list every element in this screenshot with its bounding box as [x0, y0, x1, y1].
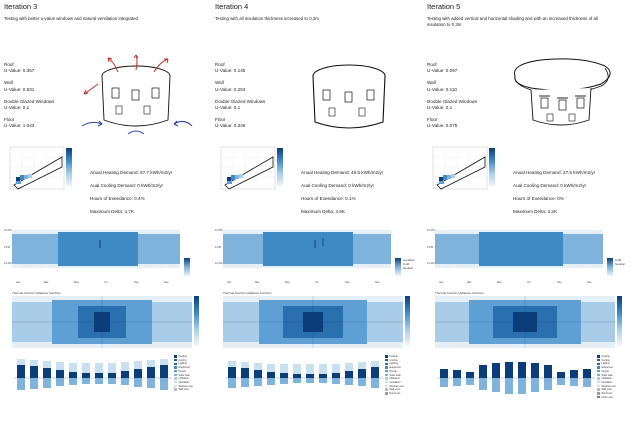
heatmap-legend: [607, 258, 613, 276]
time-label-6pm: 6 PM: [427, 246, 434, 249]
heatmap-legend: [395, 258, 401, 276]
floor-uvalue: U-Value: 0.075: [427, 123, 458, 129]
time-label-12pm: 12 PM: [4, 229, 12, 232]
month-jul: Jul: [104, 281, 108, 284]
time-label-12pm: 12 PM: [427, 229, 435, 232]
windows-label: Double Glazed Windows: [4, 98, 55, 104]
legend-solar-gain: Solar Gain: [597, 374, 631, 378]
legend-people: People: [597, 370, 631, 374]
legend-people: People: [174, 370, 208, 374]
psychrometric-colorbar: [489, 148, 495, 186]
legend-ventilation: Ventilation: [174, 381, 208, 385]
legend-solar-gain: Solar Gain: [174, 374, 208, 378]
month-jul: Jul: [527, 281, 531, 284]
month-nov: Nov: [587, 281, 592, 284]
legend-equipment: Equipment: [174, 366, 208, 370]
adaptive-comfort-heatmap: [12, 296, 192, 348]
legend-ventilation: Ventilation: [385, 381, 419, 385]
building-sketch-ventilation: [78, 54, 196, 138]
month-jan: Jan: [439, 281, 444, 284]
month-nov: Nov: [375, 281, 380, 284]
legend-floor-loss: Floor Loss: [597, 396, 631, 400]
legend-lighting: Lighting: [174, 362, 208, 366]
cooling-demand: Aual Cooling Demand: 0 kWh/m2/yr: [513, 183, 587, 188]
psychrometric-colorbar: [277, 148, 283, 186]
roof-uvalue: U-Value: 0.097: [427, 68, 458, 74]
windows-label: Double Glazed Windows: [427, 98, 478, 104]
energy-legend: [385, 355, 419, 396]
month-mar: Mar: [467, 281, 472, 284]
cooling-demand: Aual Cooling Demand: 0 kWh/m2/yr: [90, 183, 164, 188]
monthly-energy-balance-chart: [14, 355, 172, 401]
energy-legend: [174, 355, 208, 392]
iteration-title: Iteration 4: [215, 2, 249, 11]
legend-heating: Heating: [597, 355, 631, 359]
iteration-4-panel: [215, 0, 420, 422]
legend-window-loss: Window Loss: [174, 385, 208, 389]
performance-stats: [90, 170, 210, 222]
iteration-3-panel: [4, 0, 209, 422]
thermal-comfort-title: Thermal Comfort (Adaptive Comfort): [12, 291, 61, 295]
roof-uvalue: U-Value: 0.145: [215, 68, 246, 74]
hourly-temperature-heatmap: [435, 226, 603, 278]
floor-label: Floor: [4, 117, 15, 123]
legend-lighting: Lighting: [597, 362, 631, 366]
time-label-12pm: 12 PM: [215, 229, 223, 232]
windows-uvalue: U-Value: 0.1: [215, 105, 241, 111]
wall-uvalue: U-Value: 0.631: [4, 86, 35, 92]
floor-label: Floor: [427, 117, 438, 123]
comfort-colorbar: [617, 296, 622, 346]
iteration-5-panel: [427, 0, 632, 422]
legend-wall-loss: Wall Loss: [385, 388, 419, 392]
legend-people: People: [385, 370, 419, 374]
building-sketch-insulated: [289, 54, 407, 138]
time-label-6pm: 6 PM: [215, 246, 222, 249]
windows-uvalue: U-Value: 0.1: [4, 105, 30, 111]
month-jan: Jan: [227, 281, 232, 284]
hourly-temperature-heatmap: [223, 226, 391, 278]
cooling-demand: Aual Cooling Demand: 0 kWh/m2/yr: [301, 183, 375, 188]
roof-uvalue: U-Value: 0.357: [4, 68, 35, 74]
iteration-title: Iteration 3: [4, 2, 38, 11]
legend-window-loss: Window Loss: [597, 385, 631, 389]
floor-label: Floor: [215, 117, 226, 123]
month-nov: Nov: [164, 281, 169, 284]
roof-label: Roof: [215, 62, 225, 67]
hours-of-exceedance: Hours of Exeedance: 0%: [513, 196, 564, 201]
windows-label: Double Glazed Windows: [215, 98, 266, 104]
iteration-title: Iteration 5: [427, 2, 461, 11]
legend-infiltration: Infiltration: [174, 377, 208, 381]
heating-demand: Anual Heating Demand: 49.5 kWh/m2/yr: [301, 170, 384, 175]
legend-infiltration: Infiltration: [597, 377, 631, 381]
hours-of-exceedance: Hours of Exeedance: 0.4%: [90, 196, 145, 201]
heatmap-legend-labels: Cold Neutral: [615, 258, 625, 266]
month-may: May: [74, 281, 79, 284]
iteration-description: Testing with better u-value windows and natural ventilation integrated: [4, 16, 138, 21]
time-label-12am: 12 AM: [215, 262, 223, 265]
roof-label: Roof: [427, 62, 437, 67]
comfort-colorbar: [194, 296, 199, 346]
wall-label: Wall: [4, 80, 13, 86]
month-jul: Jul: [315, 281, 319, 284]
month-may: May: [497, 281, 502, 284]
legend-cooling: Cooling: [385, 359, 419, 363]
performance-stats: [301, 170, 421, 222]
wall-label: Wall: [427, 80, 436, 86]
hourly-temperature-heatmap: [12, 226, 180, 278]
legend-window-loss: Window Loss: [385, 385, 419, 389]
iteration-description: Testing with added vertical and horizontal shading and with an increased thickness of all insulation to 0.3m: [427, 16, 598, 27]
legend-cooling: Cooling: [597, 359, 631, 363]
wall-uvalue: U-Value: 0.110: [427, 86, 457, 92]
legend-heating: Heating: [174, 355, 208, 359]
heating-demand: Anual Heating Demand: 67.7 kWh/m2/yr: [90, 170, 173, 175]
maximum-delta: Maximum Delta: 3.2K: [513, 209, 557, 214]
building-sketch-shaded: [501, 54, 619, 138]
thermal-comfort-title: Thermal Comfort (Adaptive Comfort): [435, 291, 484, 295]
psychrometric-colorbar: [66, 148, 72, 186]
monthly-energy-balance-chart: [225, 355, 383, 401]
month-sep: Sep: [345, 281, 350, 284]
time-label-6pm: 6 PM: [4, 246, 11, 249]
legend-cooling: Cooling: [174, 359, 208, 363]
legend-infiltration: Infiltration: [385, 377, 419, 381]
heatmap-legend-labels: condition Cold Neutral: [403, 258, 416, 270]
u-value-list: [427, 62, 497, 136]
wall-label: Wall: [215, 80, 224, 86]
thermal-comfort-title: Thermal Comfort (Adaptive Comfort): [223, 291, 272, 295]
legend-lighting: Lighting: [385, 362, 419, 366]
month-may: May: [285, 281, 290, 284]
iteration-description: Testing with all insulation thickness increased to 0.2m: [215, 16, 319, 21]
maximum-delta: Maximum Delta: 4.7K: [90, 209, 134, 214]
month-mar: Mar: [44, 281, 49, 284]
adaptive-comfort-heatmap: [435, 296, 615, 348]
legend-wall-loss: Wall Loss: [174, 388, 208, 392]
legend-wall-loss: Wall Loss: [597, 388, 631, 392]
roof-label: Roof: [4, 62, 14, 67]
u-value-list: [215, 62, 285, 136]
wall-uvalue: U-Value: 0.253: [215, 86, 246, 92]
windows-uvalue: U-Value: 0.1: [427, 105, 453, 111]
legend-ventilation: Ventilation: [597, 381, 631, 385]
comfort-colorbar: [405, 296, 410, 346]
u-value-list: [4, 62, 74, 136]
legend-roof-loss: Roof Loss: [385, 392, 419, 396]
time-label-12am: 12 AM: [4, 262, 12, 265]
monthly-energy-balance-chart: [437, 355, 595, 401]
energy-legend: [597, 355, 631, 399]
heating-demand: Anual Heating Demand: 27.5 kWh/m2/yr: [513, 170, 596, 175]
hours-of-exceedance: Hours of Exeedance: 0.1%: [301, 196, 356, 201]
legend-heating: Heating: [385, 355, 419, 359]
floor-uvalue: U-Value: 0.346: [215, 123, 246, 129]
floor-uvalue: U-Value: 1.043: [4, 123, 35, 129]
legend-equipment: Equipment: [385, 366, 419, 370]
legend-equipment: Equipment: [597, 366, 631, 370]
legend-solar-gain: Solar Gain: [385, 374, 419, 378]
adaptive-comfort-heatmap: [223, 296, 403, 348]
heatmap-legend: [184, 258, 190, 276]
month-sep: Sep: [557, 281, 562, 284]
maximum-delta: Maximum Delta: 4.9K: [301, 209, 345, 214]
legend-roof-loss: Roof Loss: [597, 392, 631, 396]
time-label-12am: 12 AM: [427, 262, 435, 265]
month-jan: Jan: [16, 281, 21, 284]
month-sep: Sep: [134, 281, 139, 284]
performance-stats: [513, 170, 633, 222]
month-mar: Mar: [255, 281, 260, 284]
